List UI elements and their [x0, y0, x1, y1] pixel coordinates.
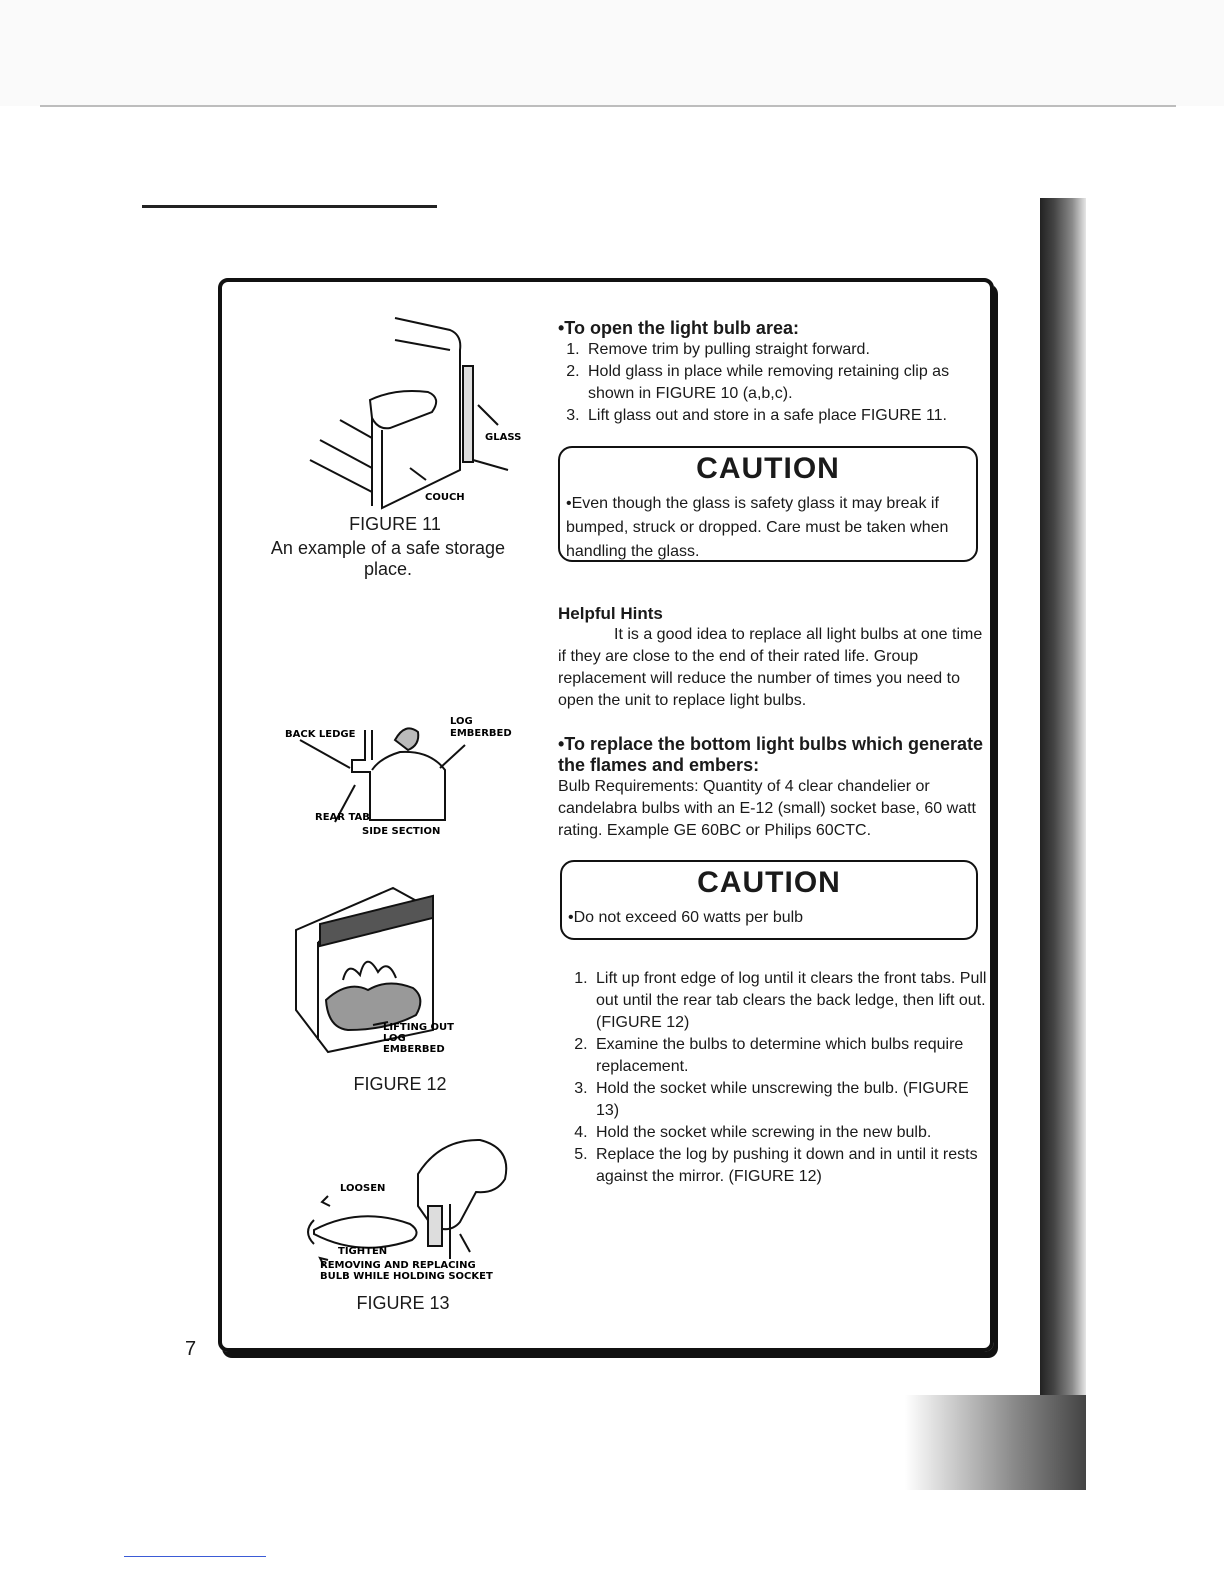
caution-box-wattage: [560, 860, 978, 940]
list-item: 2. Hold glass in place while removing retaining clip as shown in FIGURE 10 (a,b,c).: [584, 361, 988, 405]
fig12-emberbed-label: EMBERBED: [383, 1044, 445, 1055]
caution-title: CAUTION: [696, 452, 840, 485]
replace-bottom-bulbs-section: [558, 734, 988, 842]
loosen-label: LOOSEN: [340, 1183, 386, 1194]
list-item: 3. Lift glass out and store in a safe place FIGURE 11.: [584, 405, 988, 427]
fig13-note-line1: REMOVING AND REPLACING: [320, 1260, 476, 1271]
caution-title: CAUTION: [697, 866, 841, 899]
fig13-note-line2: BULB WHILE HOLDING SOCKET: [320, 1271, 493, 1282]
open-bulb-area-steps: [558, 339, 988, 427]
figure-12-caption: FIGURE 12: [353, 1074, 447, 1094]
figure-13-illustration: [300, 1134, 530, 1289]
rear-tab-label: REAR TAB: [315, 812, 370, 823]
list-item: 1. Remove trim by pulling straight forward.: [584, 339, 988, 361]
replace-steps-section: [566, 968, 988, 1188]
log-label: LOG: [450, 716, 473, 727]
header-rule: [142, 205, 437, 208]
helpful-hints-text: It is a good idea to replace all light bulbs at one time if they are close to the end of their rated life. Group replacement will reduce the number of times you need to open the unit to replace light bulbs.: [558, 626, 983, 709]
list-item: 5. Replace the log by pushing it down and in until it rests against the mirror. (FIGURE 12): [592, 1144, 988, 1188]
caution-box-glass: [558, 446, 978, 562]
figure-12-illustration: [288, 880, 478, 1060]
helpful-hints-section: [558, 604, 988, 712]
back-ledge-label: BACK LEDGE: [285, 729, 356, 740]
couch-label: COUCH: [425, 492, 465, 503]
list-item: 3. Hold the socket while unscrewing the bulb. (FIGURE 13): [592, 1078, 988, 1122]
binding-shadow: [1040, 198, 1086, 1490]
figure-11-illustration: [300, 310, 530, 520]
replace-bottom-bulbs-heading: •To replace the bottom light bulbs which generate the flames and embers:: [558, 734, 984, 775]
emberbed-label: EMBERBED: [450, 728, 512, 739]
list-item: 4. Hold the socket while screwing in the new bulb.: [592, 1122, 988, 1144]
scan-edge-line: [40, 105, 1176, 107]
figure-11-subcaption: An example of a safe storage place.: [270, 538, 506, 579]
tighten-label: TIGHTEN: [338, 1246, 388, 1257]
scan-top-margin: [0, 0, 1224, 106]
open-bulb-area-heading: •To open the light bulb area:: [558, 318, 799, 338]
open-bulb-area-section: [558, 318, 988, 427]
figure-13-caption: FIGURE 13: [356, 1293, 450, 1313]
bottom-shadow: [905, 1395, 1086, 1490]
caution-text: •Even though the glass is safety glass it may break if bumped, struck or dropped. Care must be taken when handling the glass.: [566, 495, 949, 560]
list-item: 2. Examine the bulbs to determine which bulbs require replacement.: [592, 1034, 988, 1078]
list-item: 1. Lift up front edge of log until it clears the front tabs. Pull out until the rear tab clears the back ledge, then lift out. (FIGURE 12): [592, 968, 988, 1034]
lifting-out-label: LIFTING OUT: [383, 1022, 454, 1033]
replace-steps-list: [566, 968, 988, 1188]
helpful-hints-heading: Helpful Hints: [558, 604, 663, 623]
caution-text: •Do not exceed 60 watts per bulb: [568, 909, 804, 926]
side-section-label: SIDE SECTION: [362, 826, 441, 837]
side-section-diagram: [280, 710, 520, 845]
fig12-log-label: LOG: [383, 1033, 406, 1044]
bulb-requirements-text: Bulb Requirements: Quantity of 4 clear chandelier or candelabra bulbs with an E-12 (small) socket base, 60 watt rating. Example GE 60BC or Philips 60CTC.: [558, 778, 976, 839]
glass-label: GLASS: [485, 432, 522, 443]
footer-rule: [124, 1556, 266, 1557]
figure-11-caption: FIGURE 11: [349, 514, 441, 534]
page-number: 7: [185, 1338, 197, 1360]
